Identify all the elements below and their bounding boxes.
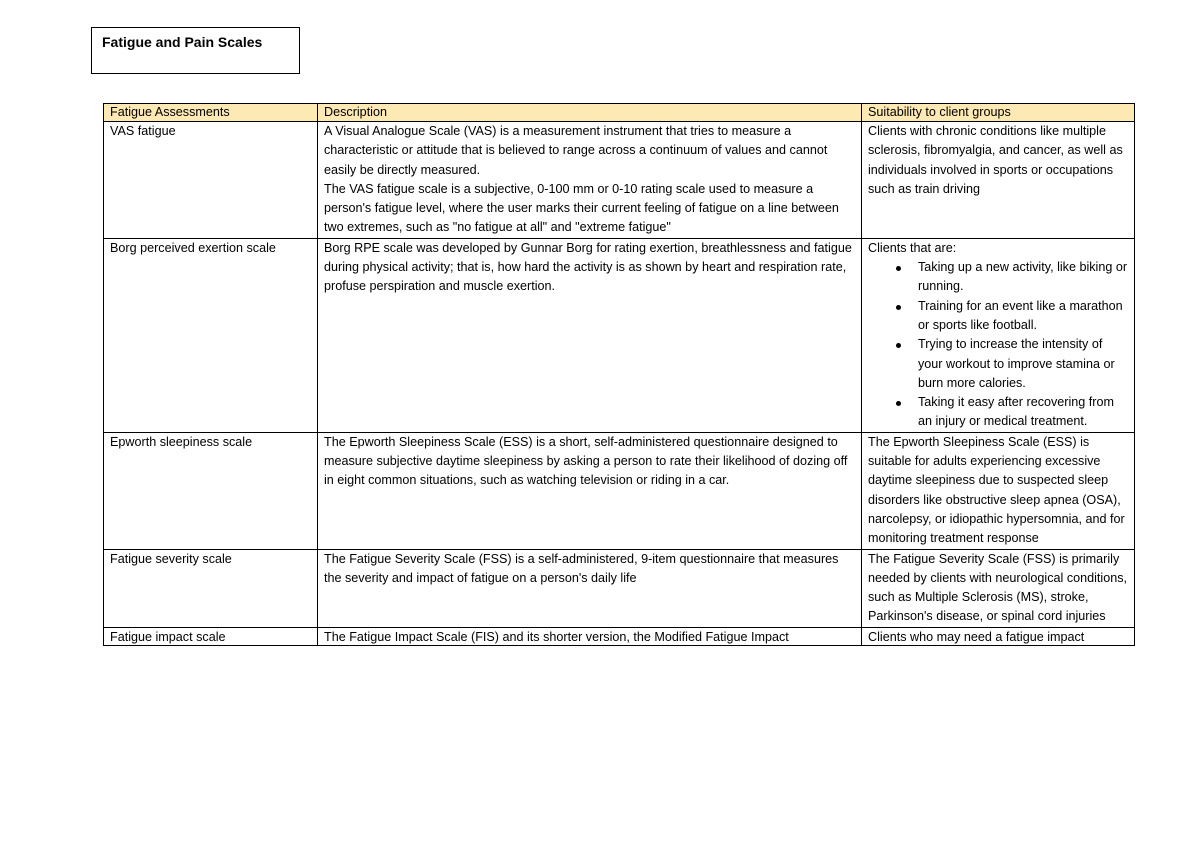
description-cell: Borg RPE scale was developed by Gunnar Borg for rating exertion, breathlessness and fatigue during physical activity; that is, how hard the activity is as shown by heart and respiration rate, profuse perspiration and muscle exertion. [318, 238, 862, 432]
fatigue-assessments-table [103, 103, 1135, 646]
description-paragraph: A Visual Analogue Scale (VAS) is a measurement instrument that tries to measure a characteristic or attitude that is believed to range across a continuum of values and cannot easily be directly measured. [324, 124, 828, 177]
description-cell [318, 122, 862, 239]
table-row [104, 432, 1135, 549]
suitability-cell [862, 238, 1135, 432]
header-assessments: Fatigue Assessments [104, 104, 318, 122]
suitability-cell [862, 627, 1135, 645]
assessment-cell: Fatigue severity scale [104, 549, 318, 627]
table-row [104, 122, 1135, 239]
description-cell [318, 627, 862, 645]
list-item: Training for an event like a marathon or sports like football. [918, 297, 1128, 336]
description-text: The Fatigue Impact Scale (FIS) and its shorter version, the Modified Fatigue Impact [324, 629, 789, 644]
table-row [104, 627, 1135, 645]
list-item: Taking it easy after recovering from an injury or medical treatment. [918, 393, 1128, 432]
description-cell: The Epworth Sleepiness Scale (ESS) is a short, self-administered questionnaire designed to measure subjective daytime sleepiness by asking a person to rate their likelihood of dozing off in eight common situations, such as watching television or riding in a car. [318, 432, 862, 549]
assessment-label: Fatigue impact scale [110, 629, 226, 644]
header-suitability: Suitability to client groups [862, 104, 1135, 122]
document-title-box [91, 27, 300, 74]
suitability-cell: The Fatigue Severity Scale (FSS) is primarily needed by clients with neurological conditions, such as Multiple Sclerosis (MS), stroke, Parkinson's disease, or spinal cord injuries [862, 549, 1135, 627]
assessment-cell [104, 627, 318, 645]
table-row [104, 549, 1135, 627]
assessment-cell: Borg perceived exertion scale [104, 238, 318, 432]
description-paragraph: The VAS fatigue scale is a subjective, 0-100 mm or 0-10 rating scale used to measure a person's fatigue level, where the user marks their current feeling of fatigue on a line between two extremes, such as "no fatigue at all" and "extreme fatigue" [324, 181, 839, 235]
list-item: Trying to increase the intensity of your workout to improve stamina or burn more calories. [918, 335, 1128, 393]
description-cell: The Fatigue Severity Scale (FSS) is a self-administered, 9-item questionnaire that measures the severity and impact of fatigue on a person's daily life [318, 549, 862, 627]
suitability-intro: Clients that are: [868, 240, 957, 255]
list-item: Taking up a new activity, like biking or running. [918, 258, 1128, 297]
suitability-cell: The Epworth Sleepiness Scale (ESS) is suitable for adults experiencing excessive daytime sleepiness due to suspected sleep disorders like obstructive sleep apnea (OSA), narcolepsy, or idiopathic hypersomnia, and for monitoring treatment response [862, 432, 1135, 549]
document-title: Fatigue and Pain Scales [102, 34, 263, 50]
suitability-cell: Clients with chronic conditions like multiple sclerosis, fibromyalgia, and cancer, as well as individuals involved in sports or occupations such as train driving [862, 122, 1135, 239]
assessment-cell: Epworth sleepiness scale [104, 432, 318, 549]
suitability-bullet-list [868, 258, 1128, 432]
table-header-row [104, 104, 1135, 122]
assessment-cell: VAS fatigue [104, 122, 318, 239]
table-row [104, 238, 1135, 432]
suitability-text: Clients who may need a fatigue impact [868, 629, 1085, 644]
header-description: Description [318, 104, 862, 122]
